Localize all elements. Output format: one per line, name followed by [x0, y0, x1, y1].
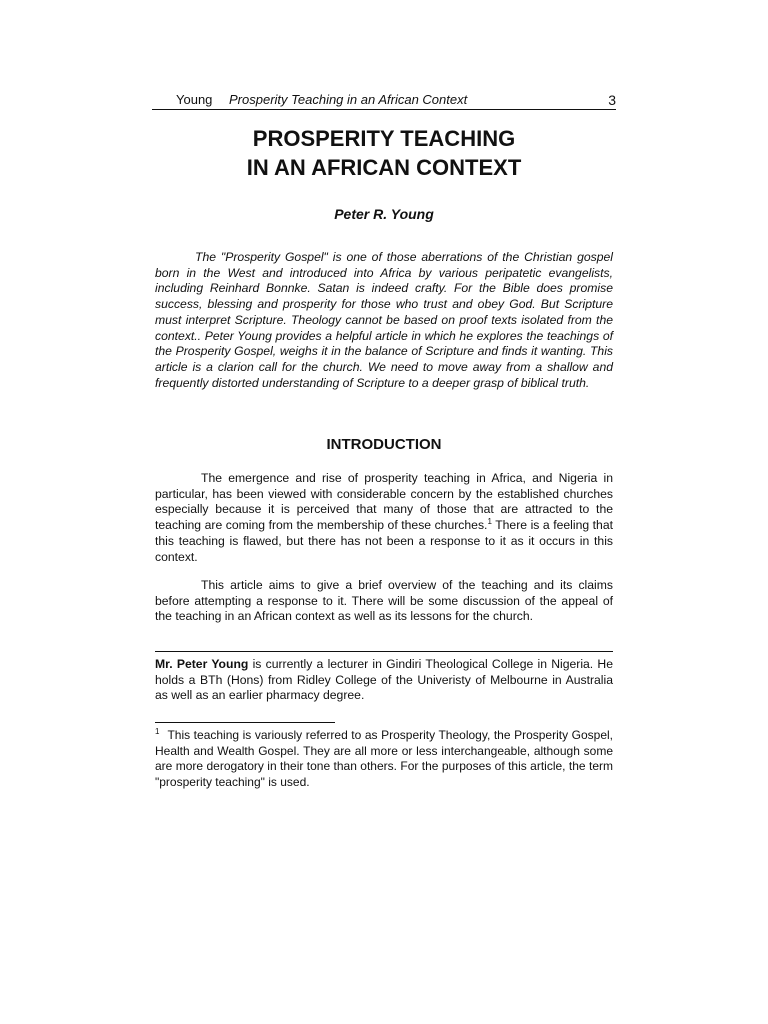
running-head-rule — [152, 109, 616, 110]
paragraph-1-tail: There is a feeling that this teaching is flawed, but there has not been a response to it as it occurs in this context. — [155, 518, 613, 564]
author-bio-rule — [155, 651, 613, 652]
article-title-line-1: PROSPERITY TEACHING — [252, 126, 516, 151]
paragraph-1-text: The emergence and rise of prosperity teaching in Africa, and Nigeria in particular, has been viewed with considerable concern by the established churches especially because it is perceived that many of those that are attracted to the teaching are coming from the membership of these churches. — [155, 471, 613, 533]
footnote-rule — [155, 722, 335, 723]
author-bio-name: Mr. Peter Young — [155, 657, 249, 671]
article-abstract: The "Prosperity Gospel" is one of those aberrations of the Christian gospel born in the West and introduced into Africa by various peripatetic evangelists, including Reinhard Bonnke. Satan is indeed crafty. For the Bible does promise success, blessing and prosperity for those who trust and obey God. But Scripture must interpret Scripture. Theology cannot be based on proof texts isolated from the context.. Peter Young provides a helpful article in which he explores the teachings of the Prosperity Gospel, weighs it in the balance of Scripture and finds it wanting. This article is a clarion call for the church. We need to move away from a shallow and frequently distorted understanding of Scripture to a deeper grasp of biblical truth. — [155, 250, 613, 390]
introduction-paragraph-1 — [155, 471, 613, 565]
section-heading-introduction: INTRODUCTION — [326, 436, 442, 453]
footnote-reference[interactable]: 1 — [487, 517, 492, 527]
footnote-number: 1 — [155, 727, 160, 736]
author-bio — [155, 657, 613, 704]
introduction-paragraph-2: This article aims to give a brief overview of the teaching and its claims before attempting a response to it. There will be some discussion of the appeal of the teaching in an African context as well as its lessons for the church. — [155, 578, 613, 624]
article-title — [152, 124, 616, 182]
footnote-1 — [155, 728, 613, 791]
article-author: Peter R. Young — [334, 206, 434, 222]
running-head-author: Young — [176, 92, 213, 107]
article-title-line-2: IN AN AFRICAN CONTEXT — [246, 155, 522, 180]
author-bio-text: is currently a lecturer in Gindiri Theological College in Nigeria. He holds a BTh (Hons) from Ridley College of the Univeristy of Melbourne in Australia as well as an earlier pharmacy degree. — [155, 657, 613, 703]
running-head-title: Prosperity Teaching in an African Context — [229, 92, 468, 107]
footnote-text: This teaching is variously referred to as Prosperity Theology, the Prosperity Gospel, Health and Wealth Gospel. They are all more or less interchangeable, although some are more derogatory in their tone than others. For the purposes of this article, the term "prosperity teaching" is used. — [155, 728, 613, 790]
page-number: 3 — [608, 92, 616, 108]
